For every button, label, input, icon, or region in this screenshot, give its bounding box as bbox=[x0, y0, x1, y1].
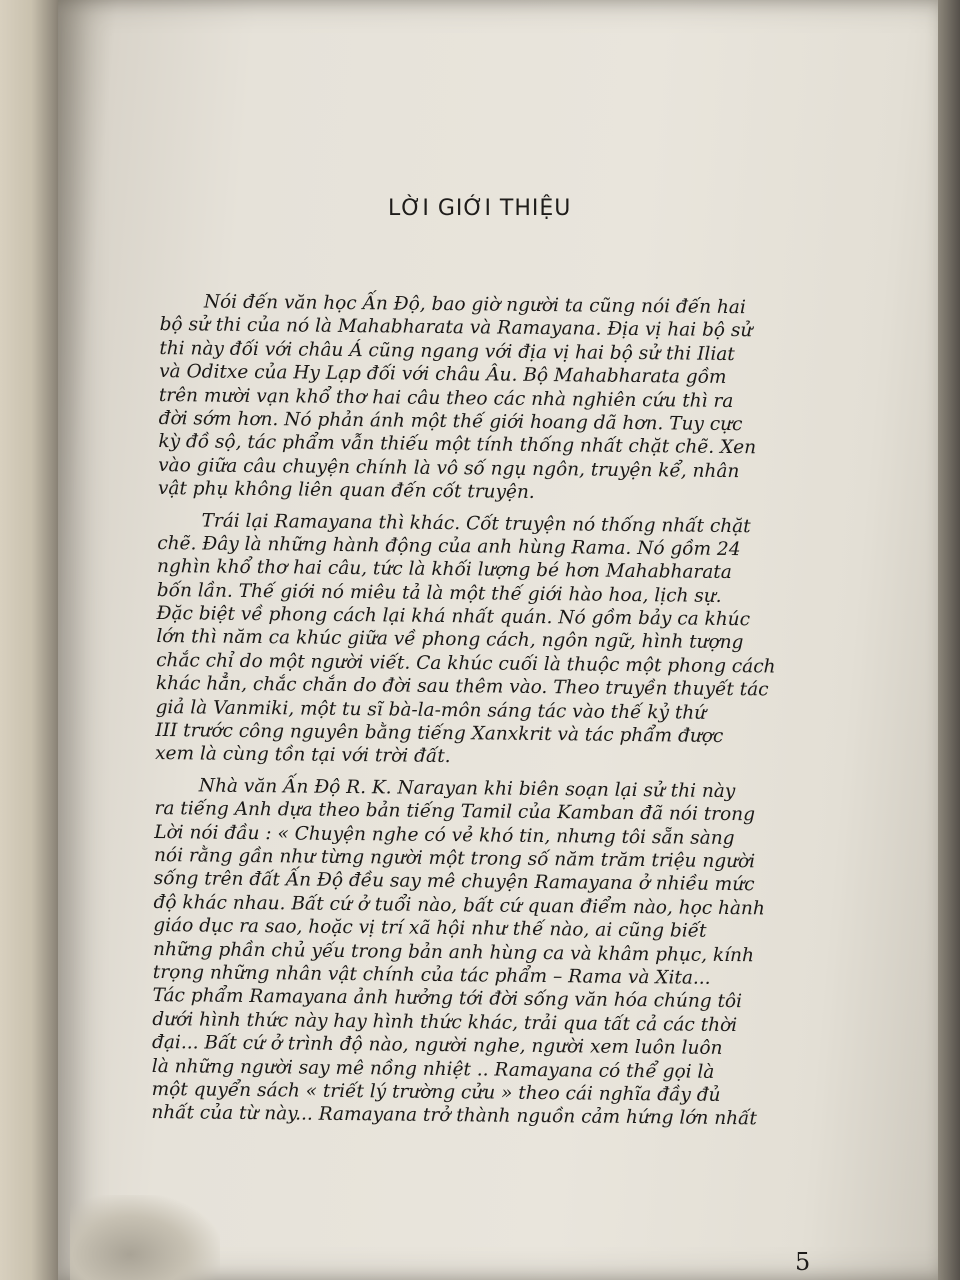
text-line: sống trên đất Ấn Độ đều say mê chuyện Ramayana ở nhiều mức bbox=[153, 868, 755, 896]
text-line: nói rằng gần như từng người một trong số năm trăm triệu người bbox=[153, 844, 756, 873]
text-line: Lời nói đầu : « Chuyện nghe có vẻ khó tin, nhưng tôi sẵn sàng bbox=[154, 821, 735, 849]
text-line: ra tiếng Anh dựa theo bản tiếng Tamil của Kamban đã nói trong bbox=[154, 798, 756, 826]
page-number: 5 bbox=[795, 1248, 811, 1276]
text-line: kỳ đồ sộ, tác phẩm vẫn thiếu một tính thống nhất chặt chẽ. Xen bbox=[158, 431, 757, 459]
paragraph bbox=[155, 509, 818, 773]
text-line: nhất của từ này... Ramayana trở thành nguồn cảm hứng lớn nhất bbox=[151, 1102, 757, 1130]
text-line: lớn thì năm ca khúc giữa về phong cách, ngôn ngữ, hình tượng bbox=[156, 626, 744, 654]
text-line: trọng những nhân vật chính của tác phẩm – Rama và Xita... bbox=[152, 961, 711, 989]
text-line: đại... Bất cứ ở trình độ nào, người nghe, người xem luôn luôn bbox=[152, 1032, 723, 1060]
text-line: độ khác nhau. Bất cứ ở tuổi nào, bất cứ quan điểm nào, học hành bbox=[153, 891, 765, 920]
text-line: dưới hình thức này hay hình thức khác, trải qua tất cả các thời bbox=[152, 1008, 738, 1036]
text-line: những phần chủ yếu trong bản anh hùng ca và khâm phục, kính bbox=[152, 938, 755, 966]
text-line: khác hẳn, chắc chắn do đời sau thêm vào. Theo truyền thuyết tác bbox=[155, 673, 769, 701]
page-edge-shadow bbox=[938, 0, 960, 1280]
text-line: Trái lại Ramayana thì khác. Cốt truyện nó thống nhất chặt bbox=[201, 509, 751, 537]
text-line: Nói đến văn học Ấn Độ, bao giờ người ta cũng nói đến hai bbox=[203, 291, 746, 319]
text-line: nghìn khổ thơ hai câu, tức là khối lượng bé hơn Mahabharata bbox=[156, 556, 732, 584]
text-line: Nhà văn Ấn Độ R. K. Narayan khi biên soạn lại sử thi này bbox=[198, 775, 736, 802]
text-line: chắc chỉ do một người viết. Ca khúc cuối là thuộc một phong cách bbox=[156, 649, 776, 678]
text-line: bốn lần. Thế giới nó miêu tả là một thế giới hào hoa, lịch sự. bbox=[156, 579, 722, 607]
page-title: LỜI GIỚI THIỆU bbox=[388, 196, 572, 221]
text-line: vật phụ không liên quan đến cốt truyện. bbox=[157, 478, 535, 504]
text-line: là những người say mê nồng nhiệt .. Ramayana có thể gọi là bbox=[151, 1055, 715, 1083]
text-line: một quyển sách « triết lý trường cửu » theo cái nghĩa đầy đủ bbox=[151, 1078, 721, 1106]
text-line: giả là Vanmiki, một tu sĩ bà-la-môn sáng tác vào thế kỷ thứ bbox=[155, 696, 707, 724]
text-line: bộ sử thi của nó là Mahabharata và Ramayana. Địa vị hai bộ sử bbox=[159, 314, 753, 342]
text-line: giáo dục ra sao, hoặc vị trí xã hội như thế nào, ai cũng biết bbox=[153, 915, 707, 942]
paragraph bbox=[151, 774, 815, 1132]
text-line: chẽ. Đây là những hành động của anh hùng Rama. Nó gồm 24 bbox=[157, 532, 741, 560]
page-wear-damage bbox=[70, 1195, 220, 1280]
text-line: và Oditxe của Hy Lạp đối với châu Âu. Bộ Mahabharata gồm bbox=[159, 361, 727, 389]
text-line: Tác phẩm Ramayana ảnh hưởng tới đời sống văn hóa chúng tôi bbox=[152, 985, 743, 1013]
text-line: thi này đối với châu Á cũng ngang với địa vị hai bộ sử thi Iliat bbox=[159, 337, 735, 365]
text-line: đời sớm hơn. Nó phản ánh một thế giới hoang dã hơn. Tuy cực bbox=[158, 407, 743, 436]
text-line: Đặc biệt về phong cách lại khá nhất quán. Nó gồm bảy ca khúc bbox=[156, 603, 751, 631]
paragraph bbox=[158, 290, 820, 507]
text-line: xem là cùng tồn tại với trời đất. bbox=[155, 743, 451, 768]
text-line: III trước công nguyên bằng tiếng Xanxkrit và tác phẩm được bbox=[155, 720, 724, 747]
text-line: vào giữa câu chuyện chính là vô số ngụ ngôn, truyện kể, nhân bbox=[158, 454, 740, 482]
body-text bbox=[151, 290, 820, 1140]
text-line: trên mười vạn khổ thơ hai câu theo các nhà nghiên cứu thì ra bbox=[158, 384, 734, 412]
